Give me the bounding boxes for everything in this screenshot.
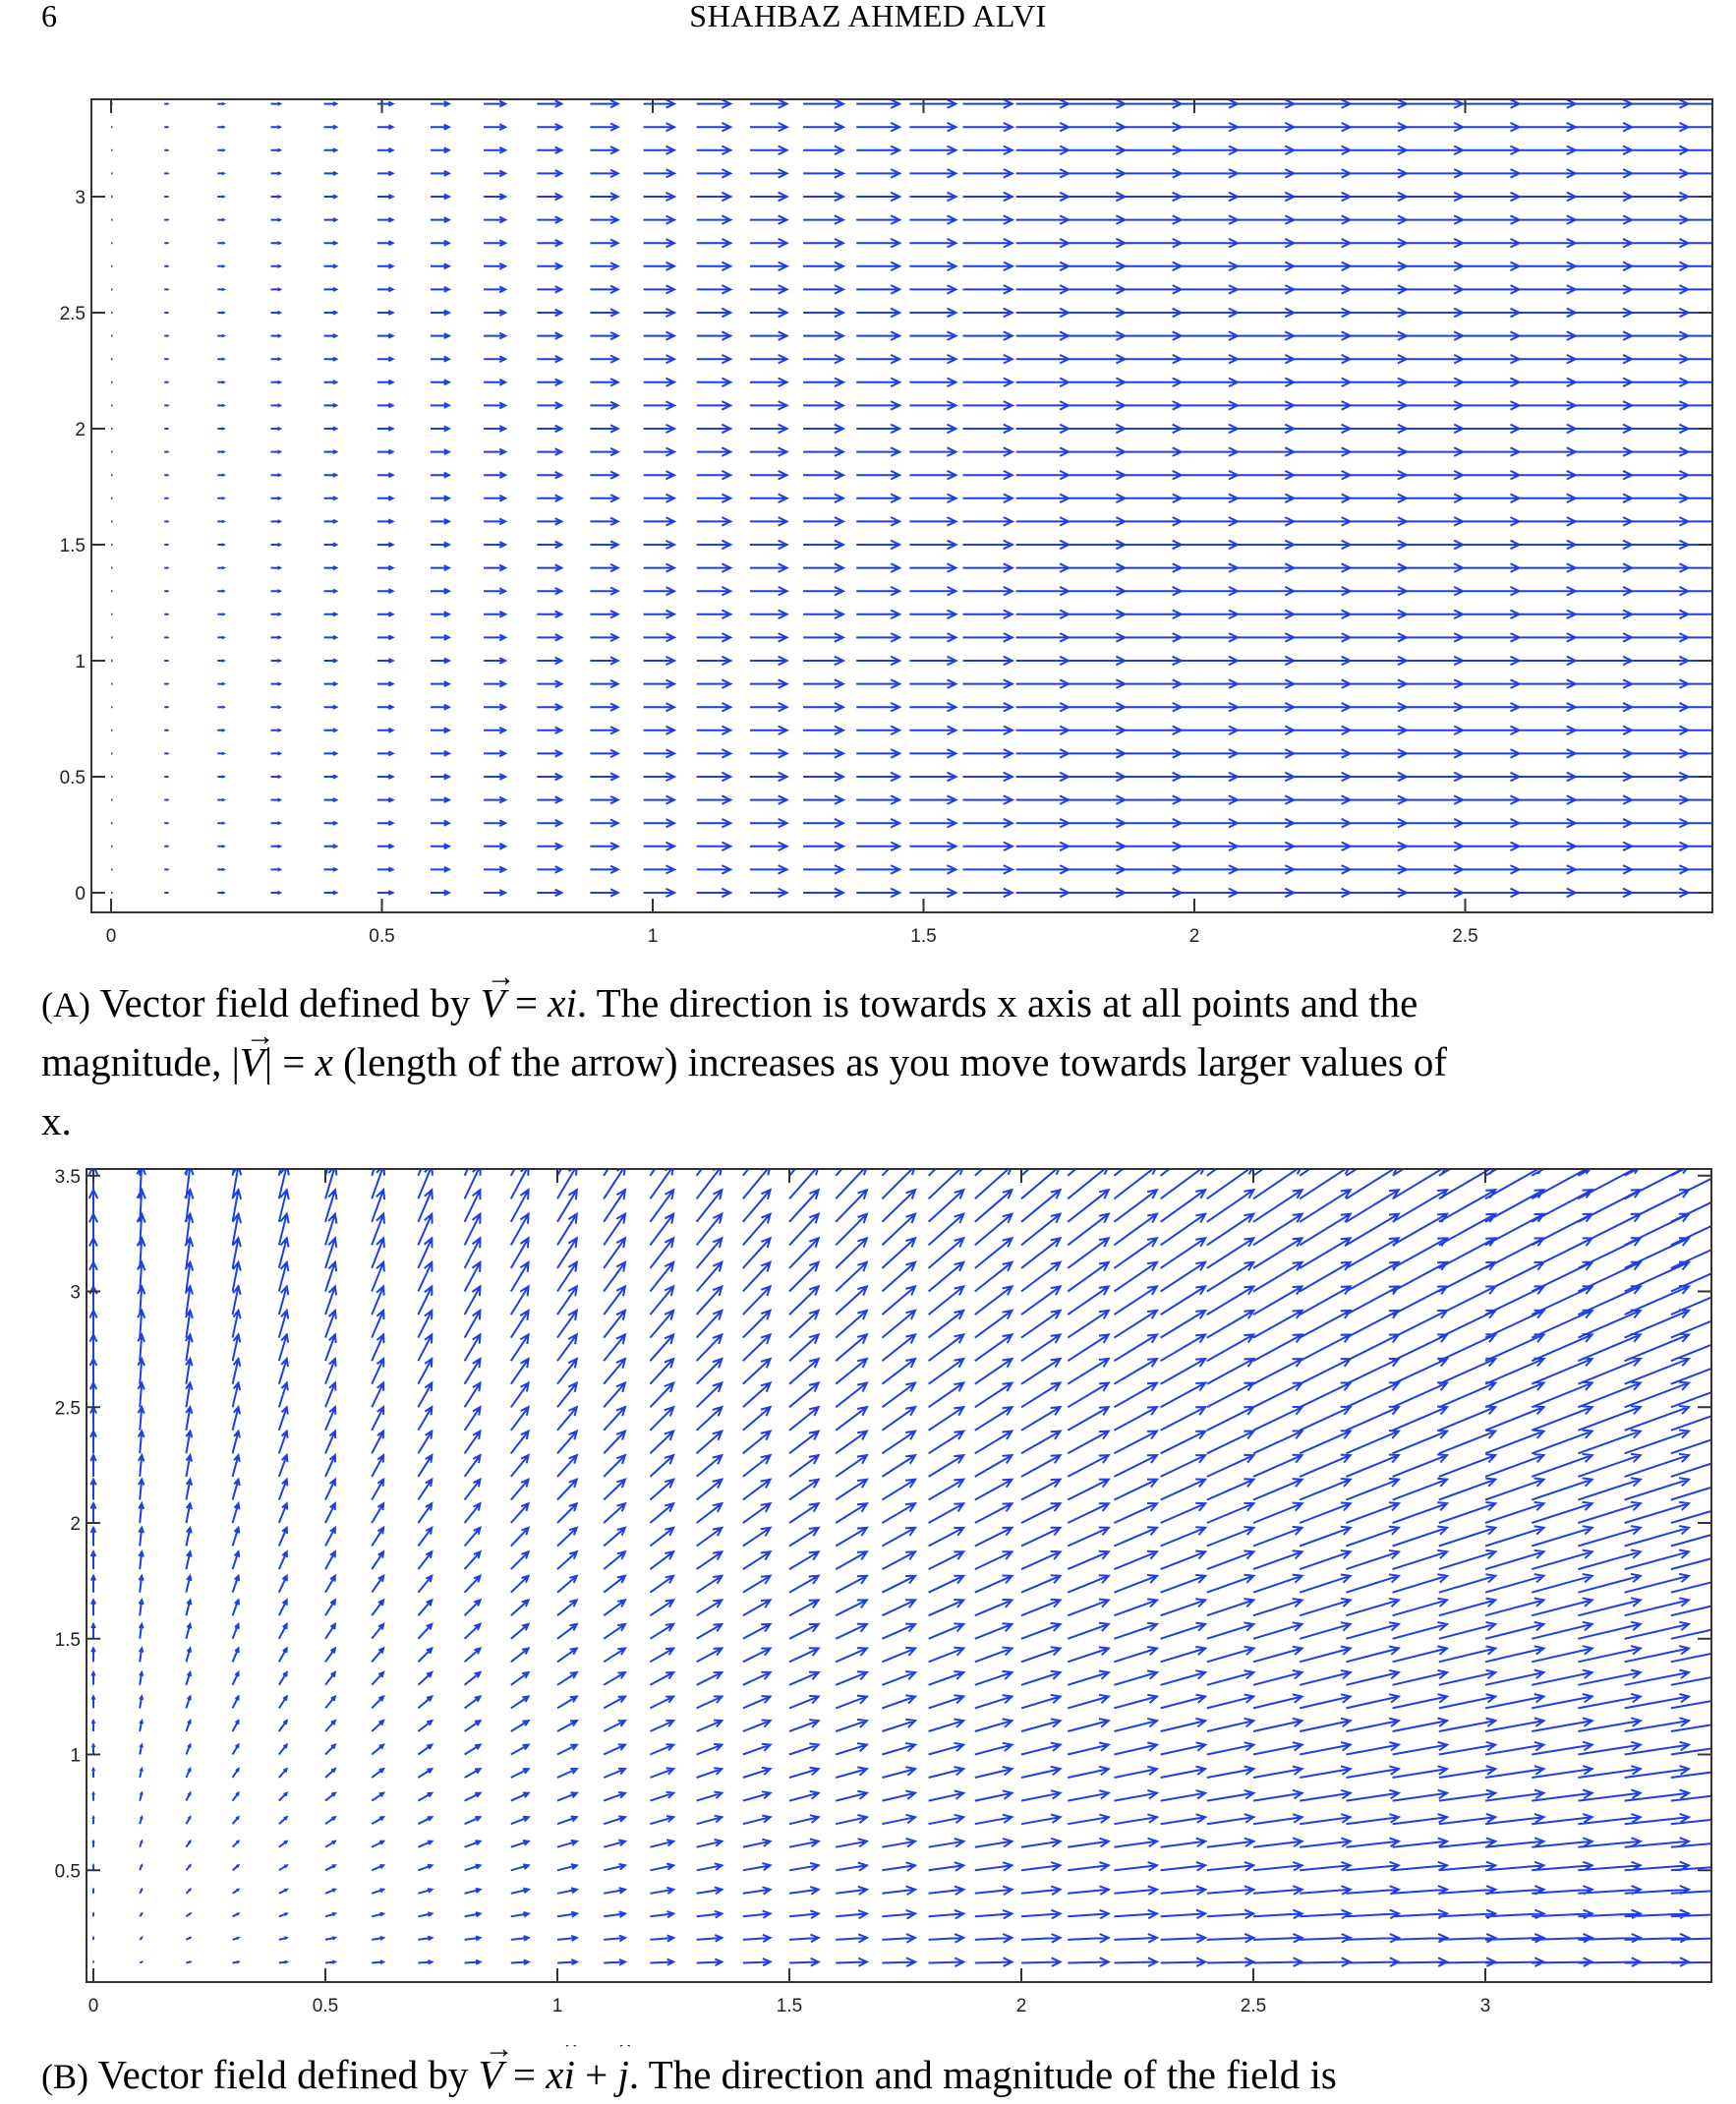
caption-b-line-1: (B) Vector field defined by → V = xˆ i + ˆ j. The direction and magnitude of the field is xyxy=(41,2045,1736,2104)
x-tick-label: 2 xyxy=(1188,926,1200,947)
y-tick-label: 2.5 xyxy=(59,304,86,324)
x-tick-label: 0.5 xyxy=(312,1996,339,2016)
x-tick-label: 1.5 xyxy=(776,1996,803,2016)
page-number: 6 xyxy=(41,0,57,33)
x-tick-label: 2.5 xyxy=(1240,1996,1267,2016)
y-tick-label: 2 xyxy=(75,420,86,440)
y-tick-label: 1 xyxy=(75,652,86,672)
x-tick-label: 0 xyxy=(87,1996,99,2016)
y-tick-label: 1.5 xyxy=(59,536,86,556)
y-tick-label: 1.5 xyxy=(54,1629,81,1651)
x-tick-label: 0 xyxy=(105,926,117,947)
y-tick-label: 3 xyxy=(70,1282,81,1304)
y-tick-label: 0 xyxy=(75,884,86,905)
x-tick-label: 2.5 xyxy=(1452,926,1478,947)
x-tick-label: 1.5 xyxy=(910,926,937,947)
x-tick-label: 2 xyxy=(1015,1996,1027,2016)
y-tick-label: 0.5 xyxy=(54,1861,81,1883)
y-tick-label: 3 xyxy=(75,188,86,208)
y-tick-label: 1 xyxy=(70,1745,81,1767)
y-tick-label: 3.5 xyxy=(54,1166,81,1188)
y-tick-label: 2.5 xyxy=(54,1398,81,1420)
figure-b-caption xyxy=(41,2045,1736,2104)
x-tick-label: 1 xyxy=(647,926,659,947)
x-tick-label: 3 xyxy=(1479,1996,1491,2016)
caption-a-line-2: magnitude, |→ V| = x (length of the arrow) increases as you move towards larger values of xyxy=(41,1032,1736,1091)
running-head: SHAHBAZ AHMED ALVI xyxy=(689,0,1047,33)
y-tick-label: 2 xyxy=(70,1514,81,1535)
y-tick-label: 0.5 xyxy=(59,768,86,789)
x-tick-label: 1 xyxy=(551,1996,563,2016)
caption-a-line-1: (A) Vector field defined by → V = xi. The direction is towards x axis at all points and the xyxy=(41,973,1736,1032)
arrows xyxy=(89,1141,1736,1966)
x-tick-label: 0.5 xyxy=(369,926,395,947)
caption-a-line-3: x. xyxy=(41,1098,72,1143)
